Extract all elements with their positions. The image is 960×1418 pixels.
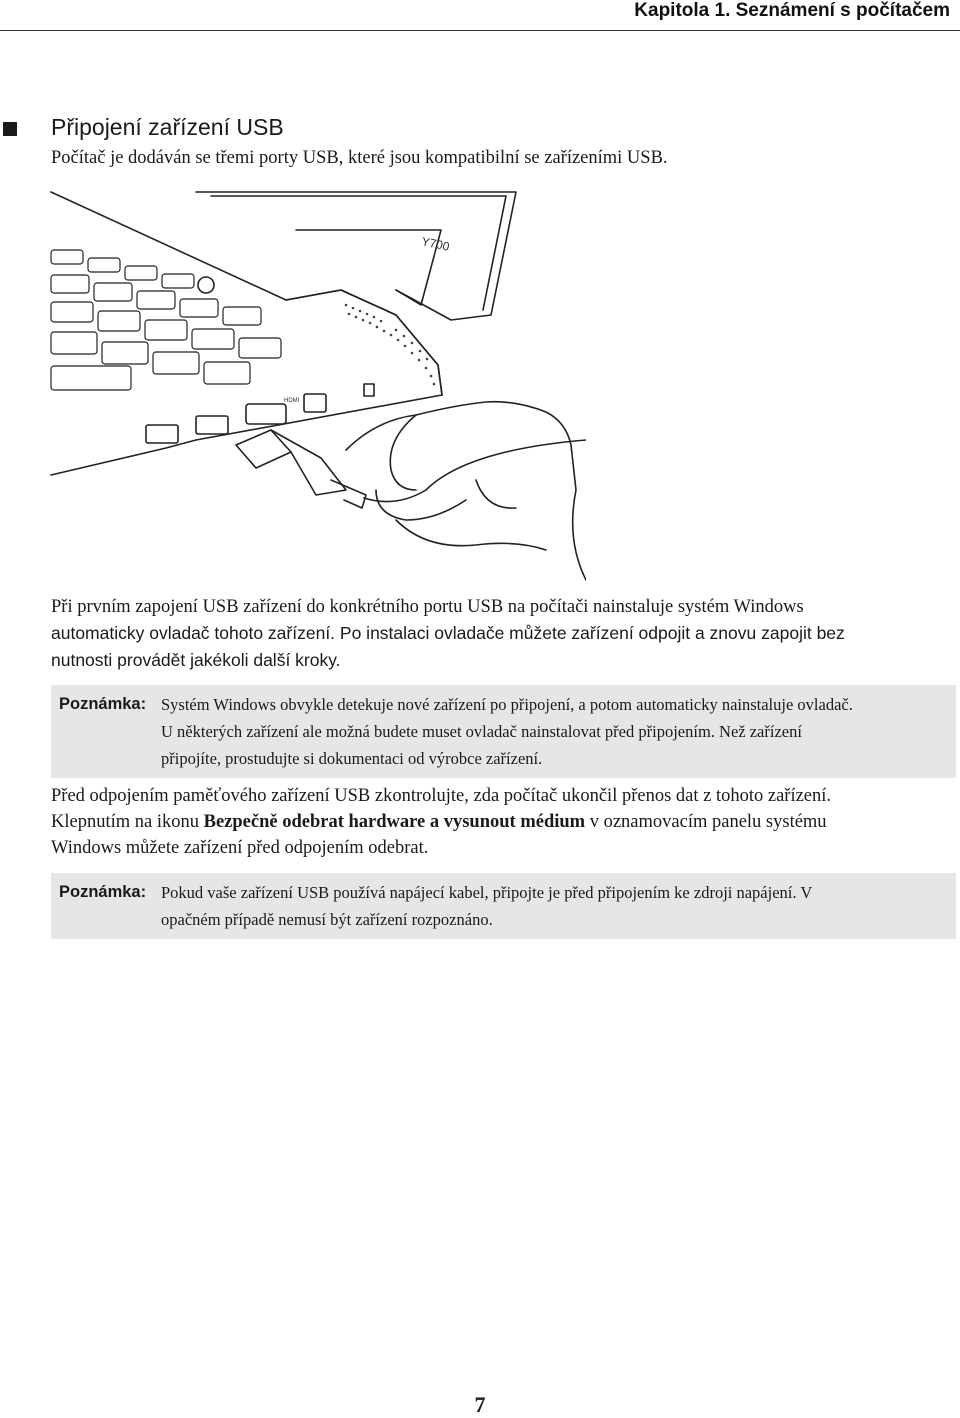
intro-text: Počítač je dodáván se třemi porty USB, které jsou kompatibilní se zařízeními USB. <box>51 148 668 168</box>
header-rule <box>0 30 960 31</box>
note2-text <box>161 879 948 933</box>
section-bullet-icon <box>3 122 17 136</box>
note1-line2a: U některých zařízení ale možná budete muset ovladač nainstalovat před připojením. <box>161 722 715 741</box>
usb-connection-illustration <box>46 190 586 590</box>
paragraph2-line2b: v oznamovacím panelu systému <box>585 812 827 832</box>
note1-label: Poznámka: <box>59 695 147 713</box>
note-driver <box>51 685 956 778</box>
note-power <box>51 873 956 939</box>
note1-line2b: Než zařízení <box>714 722 802 741</box>
page-number: 7 <box>474 1392 486 1417</box>
paragraph1-line1: Při prvním zapojení USB zařízení do konkrétního portu USB na počítači nainstaluje systém Windows <box>51 597 804 617</box>
paragraph2-line3: Windows můžete zařízení před odpojením odebrat. <box>51 838 429 858</box>
paragraph1-line2b: Po instalaci ovladače můžete zařízení odpojit a znovu zapojit bez <box>335 623 845 643</box>
paragraph1-line3: nutnosti provádět jakékoli další kroky. <box>51 650 341 670</box>
paragraph-driver-install <box>51 594 951 674</box>
note2-label: Poznámka: <box>59 883 147 901</box>
note1-line3: připojíte, prostudujte si dokumentaci od výrobce zařízení. <box>161 749 543 768</box>
note1-text <box>161 691 948 772</box>
safe-removal-term: Bezpečně odebrat hardware a vysunout médium <box>203 812 586 832</box>
hdmi-port-label: HDMI <box>284 398 300 404</box>
paragraph2-line2a: Klepnutím na ikonu <box>51 812 204 832</box>
section-title: Připojení zařízení USB <box>51 114 284 140</box>
note2-line1: Pokud vaše zařízení USB používá napájecí kabel, připojte je před připojením ke zdroji napájení. V <box>161 883 813 902</box>
paragraph1-line2a: automaticky ovladač tohoto zařízení. <box>51 623 336 643</box>
note2-line2: opačném případě nemusí být zařízení rozpoznáno. <box>161 910 493 929</box>
paragraph-safe-removal <box>51 783 951 861</box>
paragraph2-line1: Před odpojením paměťového zařízení USB zkontrolujte, zda počítač ukončil přenos dat z tohoto zařízení. <box>51 786 832 806</box>
model-label: Y700 <box>420 234 451 254</box>
chapter-header: Kapitola 1. Seznámení s počítačem <box>634 0 950 21</box>
note1-line1: Systém Windows obvykle detekuje nové zařízení po připojení, a potom automaticky nainstaluje ovladač. <box>161 695 853 714</box>
